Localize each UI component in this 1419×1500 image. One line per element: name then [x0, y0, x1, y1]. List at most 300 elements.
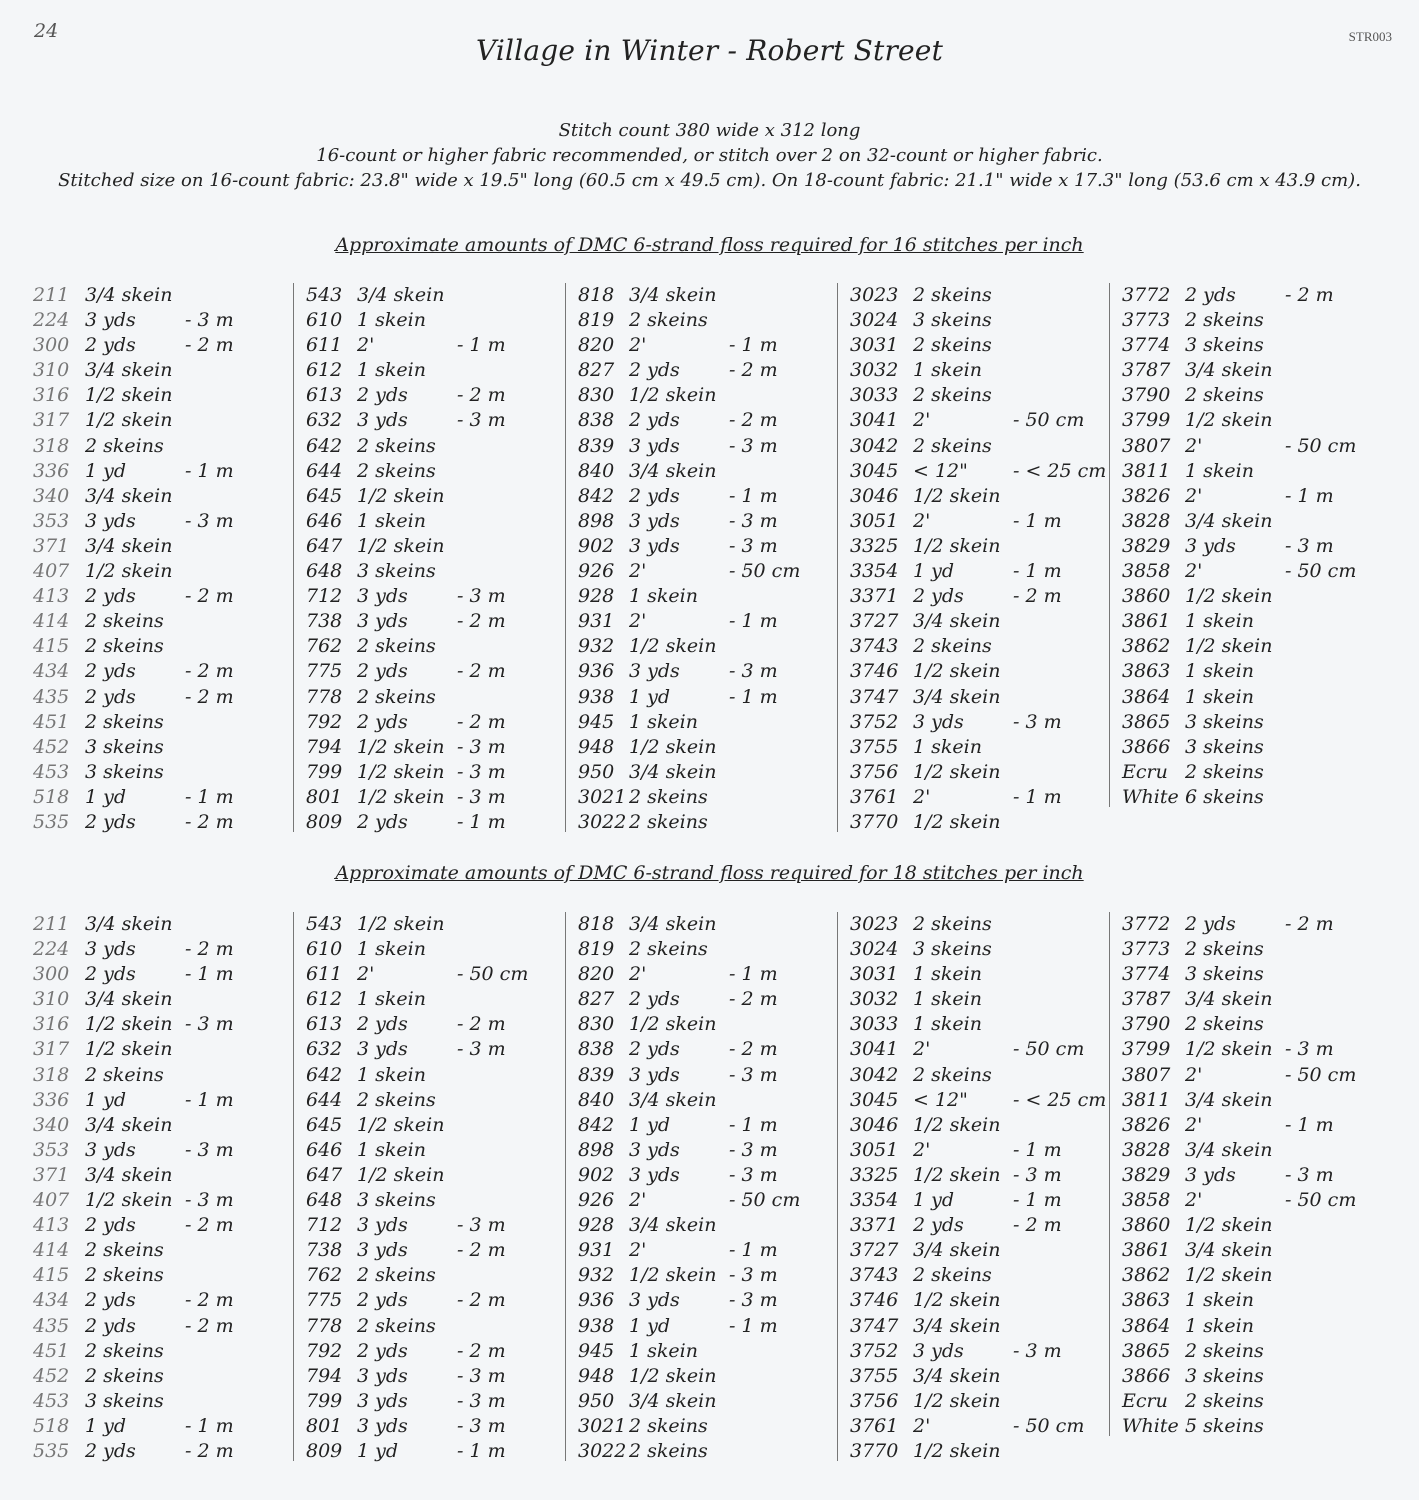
floss-row: [1110, 509, 1400, 534]
floss-number: 435: [33, 1314, 70, 1337]
floss-amount: 3 skeins: [1185, 710, 1264, 733]
floss-number: 434: [33, 660, 70, 683]
floss-metric: - 3 m: [185, 309, 234, 332]
floss-row: [294, 1314, 566, 1339]
floss-number: 3761: [850, 785, 899, 808]
floss-number: 3743: [850, 1264, 899, 1287]
floss-metric: - 3 m: [457, 735, 506, 758]
floss-number: 518: [33, 785, 70, 808]
floss-amount: 1/2 skein: [913, 1389, 1001, 1412]
floss-number: 611: [306, 963, 343, 986]
floss-metric: - < 25 cm: [1013, 459, 1107, 482]
floss-metric: - 1 m: [729, 610, 778, 633]
floss-amount: 2 yds: [85, 585, 136, 608]
floss-amount: 2 skeins: [629, 309, 708, 332]
floss-metric: - 1 m: [457, 810, 506, 833]
floss-number: 300: [33, 334, 70, 357]
floss-row: [566, 1288, 838, 1313]
floss-number: 775: [306, 660, 343, 683]
floss-amount: 3/4 skein: [85, 913, 173, 935]
floss-number: 738: [306, 610, 343, 633]
floss-number: 3046: [850, 484, 899, 507]
floss-metric: - 2 m: [185, 810, 234, 833]
floss-row: [33, 1113, 293, 1138]
floss-amount: 3 yds: [357, 1414, 408, 1437]
page-number: 24: [34, 20, 59, 42]
floss-row: [566, 1113, 838, 1138]
floss-number: 3862: [1122, 635, 1171, 658]
floss-row: [566, 937, 838, 962]
floss-row: [838, 710, 1110, 735]
floss-row: [566, 408, 838, 433]
floss-metric: - 2 m: [185, 1439, 234, 1462]
floss-number: 353: [33, 509, 70, 532]
floss-row: [33, 685, 293, 710]
floss-metric: - 3 m: [1013, 710, 1062, 733]
floss-amount: 3 yds: [913, 710, 964, 733]
floss-row: [1110, 434, 1400, 459]
floss-row: [294, 459, 566, 484]
floss-row: [838, 760, 1110, 785]
floss-amount: 3 skeins: [913, 938, 992, 961]
floss-number: 3031: [850, 963, 899, 986]
floss-row: [838, 1213, 1110, 1238]
floss-row: [33, 1012, 293, 1037]
floss-amount: 3/4 skein: [913, 685, 1001, 708]
floss-number: 799: [306, 1389, 343, 1412]
floss-amount: 3 yds: [85, 1138, 136, 1161]
floss-row: [566, 810, 838, 835]
floss-metric: - 50 cm: [1013, 409, 1085, 432]
floss-amount: 1/2 skein: [85, 1013, 173, 1036]
floss-number: 300: [33, 963, 70, 986]
floss-row: [566, 1414, 838, 1439]
floss-metric: - 3 m: [457, 1414, 506, 1437]
floss-row: [294, 810, 566, 835]
floss-row: [838, 584, 1110, 609]
floss-number: 535: [33, 1439, 70, 1462]
floss-amount: 3 yds: [913, 1339, 964, 1362]
floss-amount: 2': [1185, 484, 1203, 507]
floss-number: 792: [306, 1339, 343, 1362]
floss-metric: - 1 m: [1285, 484, 1334, 507]
floss-metric: - 1 m: [185, 963, 234, 986]
floss-row: [566, 383, 838, 408]
floss-row: [838, 1364, 1110, 1389]
floss-row: [838, 308, 1110, 333]
floss-row: [838, 1113, 1110, 1138]
floss-amount: 2 skeins: [913, 334, 992, 357]
floss-number: 317: [33, 1038, 70, 1061]
floss-metric: - 2 m: [729, 1038, 778, 1061]
floss-row: [566, 609, 838, 634]
floss-amount: 3/4 skein: [85, 988, 173, 1011]
floss-amount: 2 yds: [357, 1289, 408, 1312]
floss-amount: 2 skeins: [85, 1063, 164, 1086]
floss-amount: 2 yds: [85, 685, 136, 708]
floss-row: [838, 1238, 1110, 1263]
floss-row: [1110, 1339, 1400, 1364]
floss-row: [838, 1263, 1110, 1288]
floss-amount: 2 yds: [85, 1214, 136, 1237]
floss-row: [1110, 1088, 1400, 1113]
floss-number: 3811: [1122, 1088, 1171, 1111]
floss-amount: 2 skeins: [913, 434, 992, 457]
floss-number: 820: [578, 334, 615, 357]
floss-number: 932: [578, 1264, 615, 1287]
floss-number: 613: [306, 1013, 343, 1036]
floss-metric: - 1 m: [729, 1314, 778, 1337]
floss-row: [566, 1364, 838, 1389]
floss-metric: - 1 m: [185, 785, 234, 808]
floss-number: 3051: [850, 509, 899, 532]
floss-number: 818: [578, 913, 615, 935]
floss-row: [33, 1213, 293, 1238]
floss-number: 414: [33, 1239, 70, 1262]
floss-amount: 2': [1185, 1113, 1203, 1136]
floss-amount: 3/4 skein: [913, 1314, 1001, 1337]
floss-amount: 2 skeins: [85, 610, 164, 633]
pattern-info: [0, 118, 1419, 193]
floss-row: [33, 1138, 293, 1163]
floss-column: [565, 283, 838, 832]
floss-number: 3325: [850, 534, 899, 557]
floss-row: [838, 459, 1110, 484]
floss-amount: 3 yds: [629, 660, 680, 683]
floss-number: 3041: [850, 1038, 899, 1061]
floss-amount: 3/4 skein: [85, 284, 173, 306]
floss-row: [1110, 383, 1400, 408]
floss-row: [294, 962, 566, 987]
floss-row: [566, 685, 838, 710]
floss-number: 644: [306, 1088, 343, 1111]
floss-amount: 2 skeins: [85, 1239, 164, 1262]
floss-amount: 1 yd: [85, 1088, 127, 1111]
floss-amount: 1 skein: [913, 735, 982, 758]
floss-number: 3865: [1122, 710, 1171, 733]
floss-row: [33, 609, 293, 634]
floss-metric: - 2 m: [185, 334, 234, 357]
floss-number: 842: [578, 484, 615, 507]
floss-row: [566, 785, 838, 810]
floss-row: [566, 912, 838, 937]
floss-amount: 3/4 skein: [913, 1239, 1001, 1262]
floss-number: 792: [306, 710, 343, 733]
floss-row: [33, 1238, 293, 1263]
floss-amount: 1/2 skein: [913, 1439, 1001, 1462]
floss-amount: 2 yds: [357, 810, 408, 833]
floss-row: [1110, 308, 1400, 333]
floss-amount: 2 yds: [85, 810, 136, 833]
floss-number: 936: [578, 660, 615, 683]
floss-number: 316: [33, 1013, 70, 1036]
floss-row: [566, 1163, 838, 1188]
floss-number: 3774: [1122, 963, 1171, 986]
floss-row: [33, 408, 293, 433]
floss-amount: 2 yds: [357, 710, 408, 733]
floss-row: [294, 1138, 566, 1163]
floss-amount: 1/2 skein: [357, 1113, 445, 1136]
floss-metric: - 2 m: [457, 1013, 506, 1036]
floss-metric: - 2 m: [729, 988, 778, 1011]
floss-number: 712: [306, 1214, 343, 1237]
floss-row: [33, 735, 293, 760]
floss-amount: 2 skeins: [1185, 1389, 1264, 1412]
floss-number: 3045: [850, 1088, 899, 1111]
floss-amount: 1 yd: [357, 1439, 399, 1462]
floss-amount: 3/4 skein: [85, 534, 173, 557]
floss-amount: 1/2 skein: [629, 635, 717, 658]
floss-amount: 2 yds: [1185, 913, 1236, 935]
floss-number: 543: [306, 913, 343, 935]
floss-amount: 2 skeins: [357, 635, 436, 658]
floss-number: 898: [578, 1138, 615, 1161]
floss-amount: 2': [1185, 434, 1203, 457]
floss-amount: 2': [629, 334, 647, 357]
floss-row: [33, 785, 293, 810]
floss-metric: - 2 m: [185, 938, 234, 961]
floss-amount: 2 yds: [913, 1214, 964, 1237]
floss-row: [294, 785, 566, 810]
floss-amount: 2': [629, 1189, 647, 1212]
floss-amount: 3 yds: [629, 1163, 680, 1186]
floss-number: 646: [306, 509, 343, 532]
floss-number: 224: [33, 938, 70, 961]
floss-row: [838, 484, 1110, 509]
floss-number: 712: [306, 585, 343, 608]
floss-row: [1110, 634, 1400, 659]
floss-amount: 3/4 skein: [629, 1389, 717, 1412]
floss-row: [566, 534, 838, 559]
floss-metric: - 50 cm: [457, 963, 529, 986]
floss-amount: 1 skein: [913, 963, 982, 986]
floss-number: 340: [33, 1113, 70, 1136]
floss-row: [1110, 1414, 1400, 1439]
floss-number: 647: [306, 534, 343, 557]
floss-number: 3022: [578, 810, 627, 833]
floss-amount: 1/2 skein: [357, 785, 445, 808]
floss-row: [1110, 785, 1400, 810]
floss-row: [294, 1364, 566, 1389]
floss-number: 936: [578, 1289, 615, 1312]
floss-amount: 1/2 skein: [1185, 409, 1273, 432]
floss-number: 819: [578, 309, 615, 332]
floss-row: [838, 735, 1110, 760]
floss-number: 642: [306, 1063, 343, 1086]
floss-row: [33, 987, 293, 1012]
floss-column: [293, 912, 566, 1461]
floss-row: [33, 760, 293, 785]
floss-amount: 2 skeins: [913, 1264, 992, 1287]
floss-row: [294, 937, 566, 962]
floss-metric: - 3 m: [729, 434, 778, 457]
floss-row: [566, 1439, 838, 1464]
floss-row: [1110, 1163, 1400, 1188]
floss-column: [837, 912, 1110, 1461]
floss-amount: 1 skein: [357, 1138, 426, 1161]
floss-row: [566, 1088, 838, 1113]
floss-amount: 3 yds: [1185, 534, 1236, 557]
floss-amount: 2 yds: [85, 1289, 136, 1312]
floss-amount: 1/2 skein: [913, 660, 1001, 683]
floss-row: [566, 1188, 838, 1213]
floss-amount: 2': [913, 509, 931, 532]
floss-row: [294, 358, 566, 383]
floss-number: 3024: [850, 309, 899, 332]
floss-row: [1110, 283, 1400, 308]
floss-number: 3325: [850, 1163, 899, 1186]
floss-row: [294, 584, 566, 609]
floss-metric: - 50 cm: [729, 1189, 801, 1212]
floss-row: [294, 1163, 566, 1188]
floss-number: 642: [306, 434, 343, 457]
floss-amount: 2': [1185, 1189, 1203, 1212]
floss-number: 3799: [1122, 1038, 1171, 1061]
floss-metric: - 3 m: [1285, 534, 1334, 557]
floss-number: 818: [578, 284, 615, 306]
floss-row: [838, 1063, 1110, 1088]
floss-row: [838, 1389, 1110, 1414]
floss-number: 632: [306, 409, 343, 432]
floss-amount: 2': [629, 610, 647, 633]
floss-number: 648: [306, 560, 343, 583]
floss-amount: 2 skeins: [913, 635, 992, 658]
floss-number: 938: [578, 1314, 615, 1337]
floss-amount: 1/2 skein: [913, 1163, 1001, 1186]
floss-row: [1110, 559, 1400, 584]
floss-amount: 3 skeins: [357, 1189, 436, 1212]
floss-number: 518: [33, 1414, 70, 1437]
floss-amount: 1 skein: [357, 359, 426, 382]
floss-amount: 1 yd: [85, 1414, 127, 1437]
floss-row: [1110, 1288, 1400, 1313]
floss-amount: 2': [913, 785, 931, 808]
floss-metric: - 3 m: [457, 760, 506, 783]
floss-metric: - 3 m: [729, 509, 778, 532]
floss-row: [566, 1339, 838, 1364]
floss-row: [838, 810, 1110, 835]
floss-number: 778: [306, 685, 343, 708]
floss-metric: - 2 m: [185, 585, 234, 608]
floss-number: 778: [306, 1314, 343, 1337]
floss-row: [294, 1263, 566, 1288]
floss-number: 3041: [850, 409, 899, 432]
floss-number: 3865: [1122, 1339, 1171, 1362]
floss-row: [294, 634, 566, 659]
floss-row: [566, 1138, 838, 1163]
floss-row: [1110, 912, 1400, 937]
floss-amount: 2 skeins: [629, 785, 708, 808]
floss-amount: 3 yds: [629, 1289, 680, 1312]
floss-amount: 1 yd: [913, 1189, 955, 1212]
floss-number: 3829: [1122, 534, 1171, 557]
floss-row: [838, 1088, 1110, 1113]
floss-amount: 2 skeins: [1185, 938, 1264, 961]
floss-row: [566, 1238, 838, 1263]
floss-row: [566, 1263, 838, 1288]
floss-number: 3773: [1122, 309, 1171, 332]
floss-amount: 2 yds: [85, 1314, 136, 1337]
floss-amount: 2 skeins: [913, 913, 992, 935]
floss-row: [294, 1238, 566, 1263]
floss-number: 3022: [578, 1439, 627, 1462]
floss-number: 3828: [1122, 509, 1171, 532]
floss-row: [838, 408, 1110, 433]
floss-row: [294, 987, 566, 1012]
floss-number: 3033: [850, 1013, 899, 1036]
floss-row: [1110, 459, 1400, 484]
floss-number: Ecru: [1122, 1389, 1168, 1412]
floss-row: [838, 962, 1110, 987]
floss-number: 794: [306, 1364, 343, 1387]
floss-amount: 2 skeins: [629, 938, 708, 961]
floss-number: 762: [306, 1264, 343, 1287]
floss-number: 830: [578, 1013, 615, 1036]
floss-amount: 2': [913, 1138, 931, 1161]
floss-row: [294, 484, 566, 509]
floss-row: [33, 584, 293, 609]
floss-number: 647: [306, 1163, 343, 1186]
page-title: Village in Winter - Robert Street: [475, 34, 944, 67]
floss-number: 407: [33, 1189, 70, 1212]
floss-amount: 2 skeins: [357, 1314, 436, 1337]
floss-row: [33, 1439, 293, 1464]
floss-row: [566, 509, 838, 534]
floss-row: [1110, 584, 1400, 609]
floss-amount: 1/2 skein: [913, 810, 1001, 833]
floss-row: [566, 434, 838, 459]
floss-amount: 1/2 skein: [85, 384, 173, 407]
floss-number: 453: [33, 760, 70, 783]
floss-row: [838, 1012, 1110, 1037]
floss-amount: 2 yds: [357, 1339, 408, 1362]
floss-row: [1110, 735, 1400, 760]
floss-row: [33, 962, 293, 987]
floss-row: [33, 1414, 293, 1439]
floss-metric: - 3 m: [457, 1214, 506, 1237]
floss-amount: 1 skein: [357, 509, 426, 532]
floss-amount: 2 skeins: [913, 384, 992, 407]
floss-amount: 2': [913, 409, 931, 432]
floss-number: 3787: [1122, 359, 1171, 382]
floss-metric: - 50 cm: [1013, 1414, 1085, 1437]
floss-row: [838, 609, 1110, 634]
floss-amount: 1 skein: [357, 309, 426, 332]
floss-number: 3354: [850, 1189, 899, 1212]
floss-row: [33, 1088, 293, 1113]
floss-metric: - 3 m: [457, 409, 506, 432]
floss-amount: 3/4 skein: [1185, 1088, 1273, 1111]
floss-metric: - 50 cm: [729, 560, 801, 583]
floss-metric: - 3 m: [729, 1289, 778, 1312]
floss-number: 3826: [1122, 484, 1171, 507]
floss-number: 3826: [1122, 1113, 1171, 1136]
floss-number: 3772: [1122, 284, 1171, 306]
floss-metric: - 1 m: [1013, 509, 1062, 532]
floss-amount: 1 yd: [85, 459, 127, 482]
floss-row: [566, 634, 838, 659]
floss-amount: 2 skeins: [1185, 384, 1264, 407]
floss-metric: - 2 m: [457, 384, 506, 407]
floss-row: [33, 634, 293, 659]
floss-number: 435: [33, 685, 70, 708]
floss-number: 801: [306, 785, 343, 808]
floss-metric: - 3 m: [185, 509, 234, 532]
floss-metric: - 2 m: [185, 685, 234, 708]
floss-metric: - 3 m: [1013, 1339, 1062, 1362]
floss-amount: 2 skeins: [1185, 760, 1264, 783]
floss-metric: - 50 cm: [1285, 1063, 1357, 1086]
